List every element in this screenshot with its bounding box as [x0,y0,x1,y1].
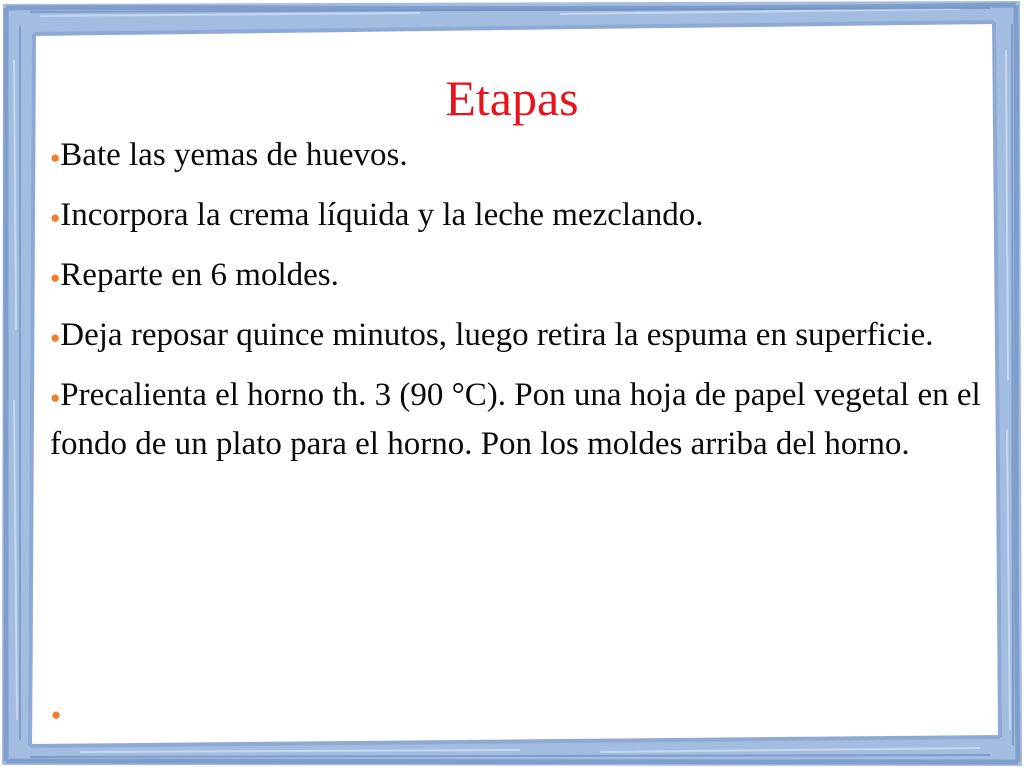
step-text: Deja reposar quince minutos, luego retira la espuma en superficie. [60,317,934,353]
list-item [50,252,985,301]
slide-title: Etapas [445,70,579,126]
step-text: Bate las yemas de huevos. [60,137,408,173]
bullet-icon: ● [50,388,61,407]
bullet-icon: ● [50,148,61,167]
bullet-icon: ● [50,208,61,227]
bullet-icon: ● [50,268,61,287]
list-item [50,132,985,181]
empty-bullet-icon: ● [51,705,62,724]
list-item [50,192,985,241]
step-text: Precalienta el horno th. 3 (90 °C). Pon una hoja de papel vegetal en el fondo de un plato para el horno. Pon los moldes arriba del horno. [50,377,981,462]
bullet-icon: ● [50,328,61,347]
step-text: Reparte en 6 moldes. [60,257,339,293]
list-item [50,372,985,468]
step-text: Incorpora la crema líquida y la leche mezclando. [60,197,704,233]
step-list [50,132,985,479]
list-item [50,312,985,361]
